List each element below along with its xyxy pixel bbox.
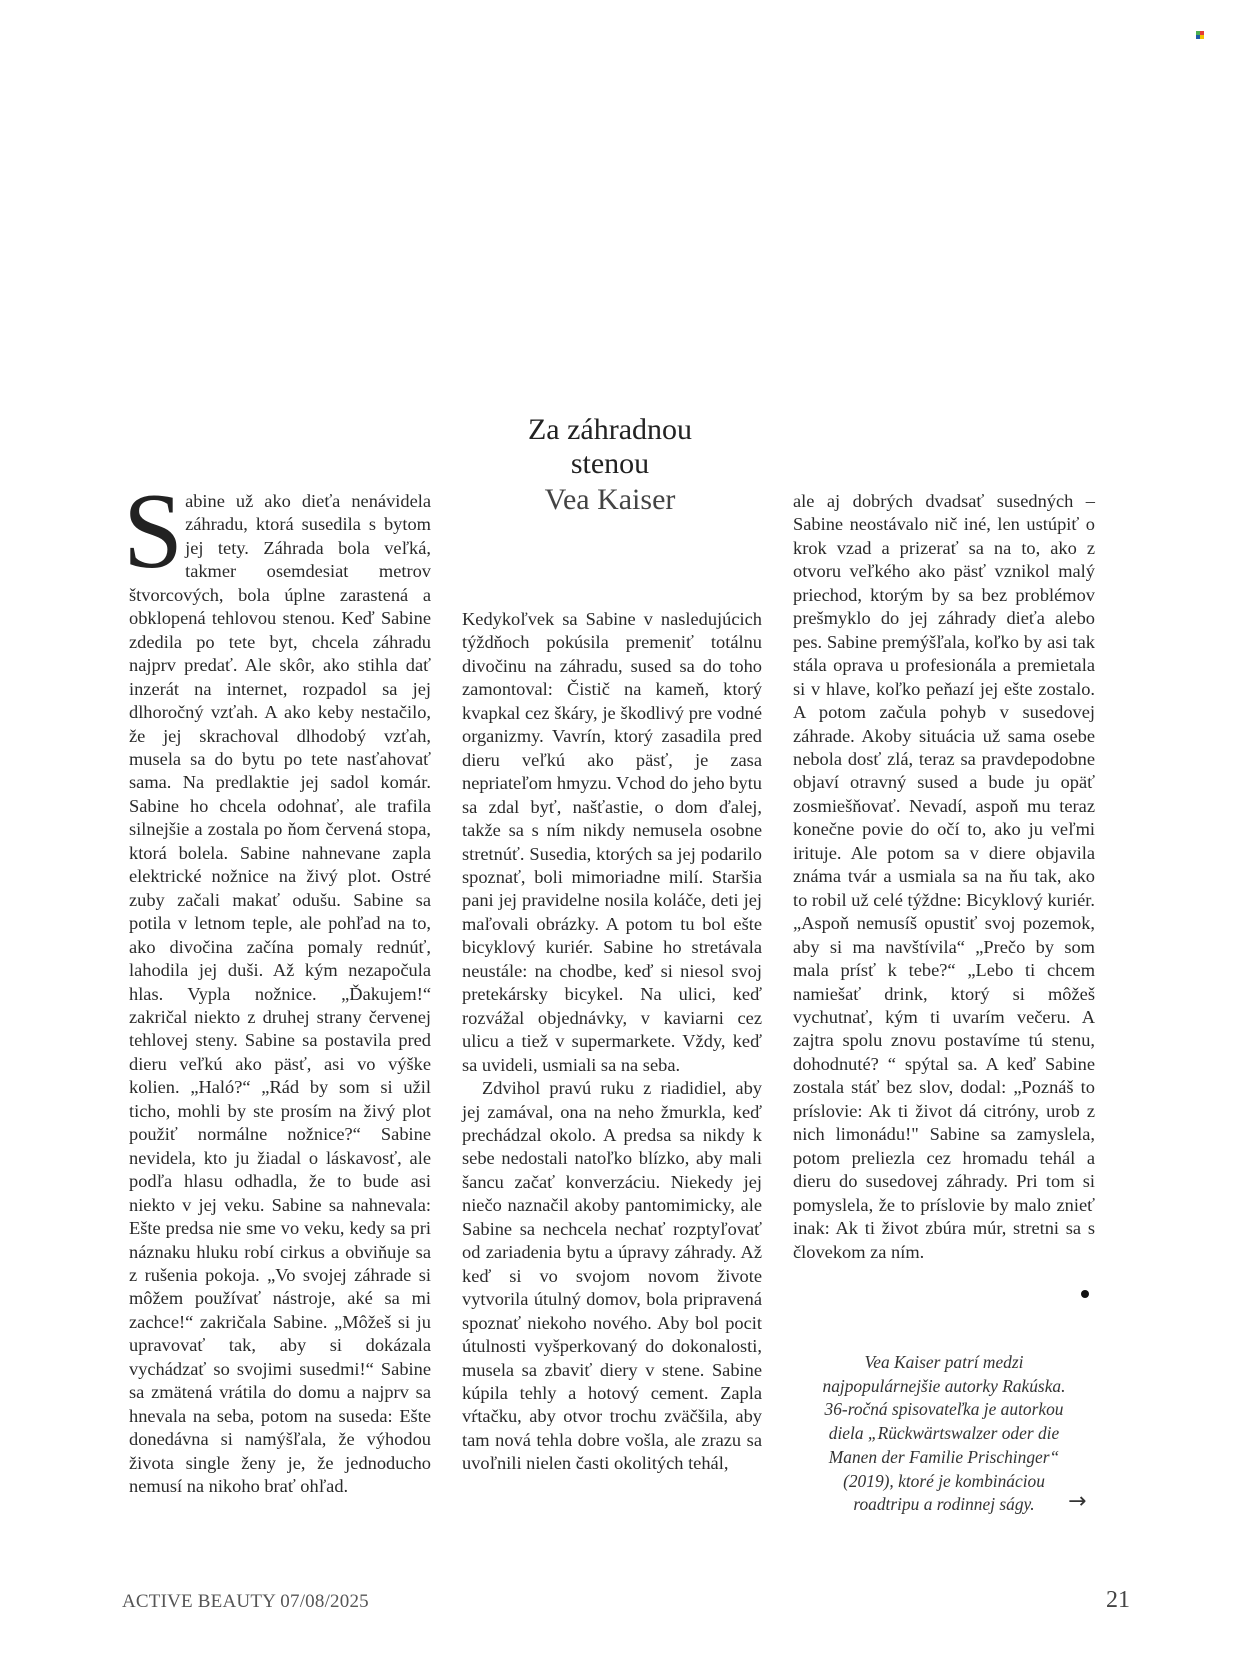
- drop-cap: S: [123, 472, 184, 591]
- print-registration-mark: [1196, 31, 1206, 41]
- paragraph: Kedykoľvek sa Sabine v nasledujúcich týždňoch pokúsila premeniť totálnu divočinu na záhradu, sused sa do toho zamontoval: Čistič na kameň, ktorý kvapkal cez škáry, je škodlivý pre vodné organizmy. Vavrín, ktorý zasadila pred dieru veľkú ako päsť, je zasa nepriateľom hmyzu. Vchod do jeho bytu sa zdal byť, našťastie, o dom ďalej, takže sa s ním nikdy nemusela osobne stretnúť. Susedia, ktorých sa jej podarilo spoznať, boli mimoriadne milí. Staršia pani jej pravidelne nosila koláče, deti jej maľovali obrázky. A potom tu bol ešte bicyklový kuriér. Sabine ho stretávala neustále: na chodbe, keď si niesol svoj pretekársky bicykel. Na ulici, keď rozvážal objednávky, v kaviarni cez ulicu a tiež v supermarkete. Vždy, keď sa uvideli, usmiali sa na seba.: [462, 609, 762, 1075]
- next-page-arrow-icon: →: [1068, 1489, 1087, 1514]
- article-author: Vea Kaiser: [544, 483, 676, 516]
- bio-line: Manen der Familie Prischinger“: [828, 1446, 1060, 1467]
- paragraph: Zdvihol pravú ruku z riadidiel, aby jej zamával, ona na neho žmurkla, keď prechádzal okolo. A predsa sa nikdy k sebe nedostali natoľko blízko, aby mali šancu začať konverzáciu. Niekedy jej niečo naznačil akoby pantomimicky, ale Sabine sa nechcela nechať rozptyľovať od zariadenia bytu a úpravy záhrady. Až keď si vo svojom novom živote vytvorila útulný domov, bola pripravená spoznať niekoho nového. Aby bol pocit útulnosti vyšperkovaný do dokonalosti, musela sa zbaviť diery v stene. Sabine kúpila tehly a hotový cement. Zapla vŕtačku, aby otvor trochu zväčšila, aby tam nová tehla dobre vošla, ale zrazu sa uvoľnili nielen časti okolitých tehál,: [462, 1078, 762, 1474]
- end-of-article-bullet-icon: [1081, 1290, 1089, 1298]
- article-column-1: [123, 472, 431, 1498]
- bio-line: najpopulárnejšie autorky Rakúska.: [822, 1375, 1066, 1396]
- article-column-3: [793, 490, 1095, 1264]
- author-bio: [800, 1351, 1088, 1517]
- bio-line: roadtripu a rodinnej ságy.: [853, 1494, 1035, 1515]
- article-title: Za záhradnou stenou: [527, 413, 693, 480]
- page-number: 21: [1106, 1587, 1130, 1613]
- paragraph: abine už ako dieťa nenávidela záhradu, ktorá susedila s bytom jej tety. Záhrada bola veľká, takmer osemdesiat metrov štvorcových, bola úplne zarastená a obklopená tehlovou stenou. Keď Sabine zdedila po tete byt, chcela záhradu najprv predať. Ale skôr, ako stihla dať inzerát na internet, rozpadol sa jej dlhoročný vzťah. A ako keby nestačilo, že jej skrachoval dlhodobý vzťah, musela sa do bytu po tete nasťahovať sama. Na predlaktie jej sadol komár. Sabine ho chcela odohnať, ale trafila silnejšie a zostala po ňom červená stopa, ktorá bolela. Sabine nahnevane zapla elektrické nožnice na živý plot. Ostré zuby začali makať odušu. Sabine sa potila v letnom teple, ale pohľad na to, ako divočina začína pomaly rednúť, lahodila jej duši. Až kým nezapočula hlas. Vypla nožnice. „Ďakujem!“ zakričal niekto z druhej strany červenej tehlovej steny. Sabine sa postavila pred dieru veľkú ako päsť, asi vo výške kolien. „Haló?“ „Rád by som si užil ticho, mohli by ste prosím na živý plot použiť normálne nožnice?“ Sabine nevidela, kto ju žiadal o láskavosť, ale podľa hlasu odhadla, že to bude asi niekto v jej veku. Sabine sa nahnevala: Ešte predsa nie sme vo veku, kedy sa pri náznaku hluku robí cirkus a obviňuje sa z rušenia pokoja. „Vo svojej záhrade si môžem používať nástroje, aké sa mi zachce!“ zakričala Sabine. „Môžeš si ju upravovať tak, aby si dokázala vychádzať so svojimi susedmi!“ Sabine sa zmätená vrátila do domu a najprv sa hnevala na seba, potom na suseda: Ešte donedávna si namýšľala, že výhodou života single ženy je, že jednoducho nemusí na nikoho brať ohľad.: [129, 491, 431, 1497]
- bio-line: Vea Kaiser patrí medzi: [864, 1352, 1024, 1372]
- bio-line: (2019), ktoré je kombináciou: [843, 1470, 1045, 1491]
- bio-line: diela „Rückwärtswalzer oder die: [828, 1423, 1060, 1444]
- article-column-2: [462, 608, 762, 1476]
- publication-footer: ACTIVE BEAUTY 07/08/2025: [122, 1591, 369, 1612]
- bio-line: 36-ročná spisovateľka je autorkou: [824, 1399, 1064, 1420]
- paragraph: ale aj dobrých dvadsať susedných – Sabine neostávalo nič iné, len ustúpiť o krok vzad a prizerať sa na to, ako z otvoru veľkého ako päsť vznikol malý priechod, ktorým by sa bez problémov prešmyklo do jej záhrady dieťa alebo pes. Sabine premýšľala, koľko by asi tak stála oprava u profesionála a premietala si v hlave, koľko peňazí jej ešte zostalo. A potom začula pohyb v susedovej záhrade. Akoby situácia už sama osebe nebola dosť zlá, teraz sa pravdepodobne objaví otravný sused a bude ju opäť zosmiešňovať. Nevadí, aspoň mu teraz konečne povie do očí to, ako ju veľmi irituje. Ale potom sa v diere objavila známa tvár a usmiala sa na ňu tak, ako to robil už celé týždne: Bicyklový kuriér. „Aspoň nemusíš opustiť svoj pozemok, aby si ma navštívila“ „Prečo by som mala prísť k tebe?“ „Lebo ti chcem namiešať drink, ktorý si môžeš vychutnať, kým ti uvarím večeru. A zajtra spolu znovu postavíme tú stenu, dohodnuté? “ spýtal sa. A keď Sabine zostala stáť bez slov, dodal: „Poznáš to príslovie: Ak ti život dá citróny, urob z nich limonádu!" Sabine sa zamyslela, potom preliezla cez hromadu tehál a dieru do susedovej záhrady. Pri tom si pomyslela, že to príslovie by malo znieť inak: Ak ti život zbúra múr, stretni sa s človekom za ním.: [793, 491, 1095, 1262]
- article-heading: [440, 413, 780, 517]
